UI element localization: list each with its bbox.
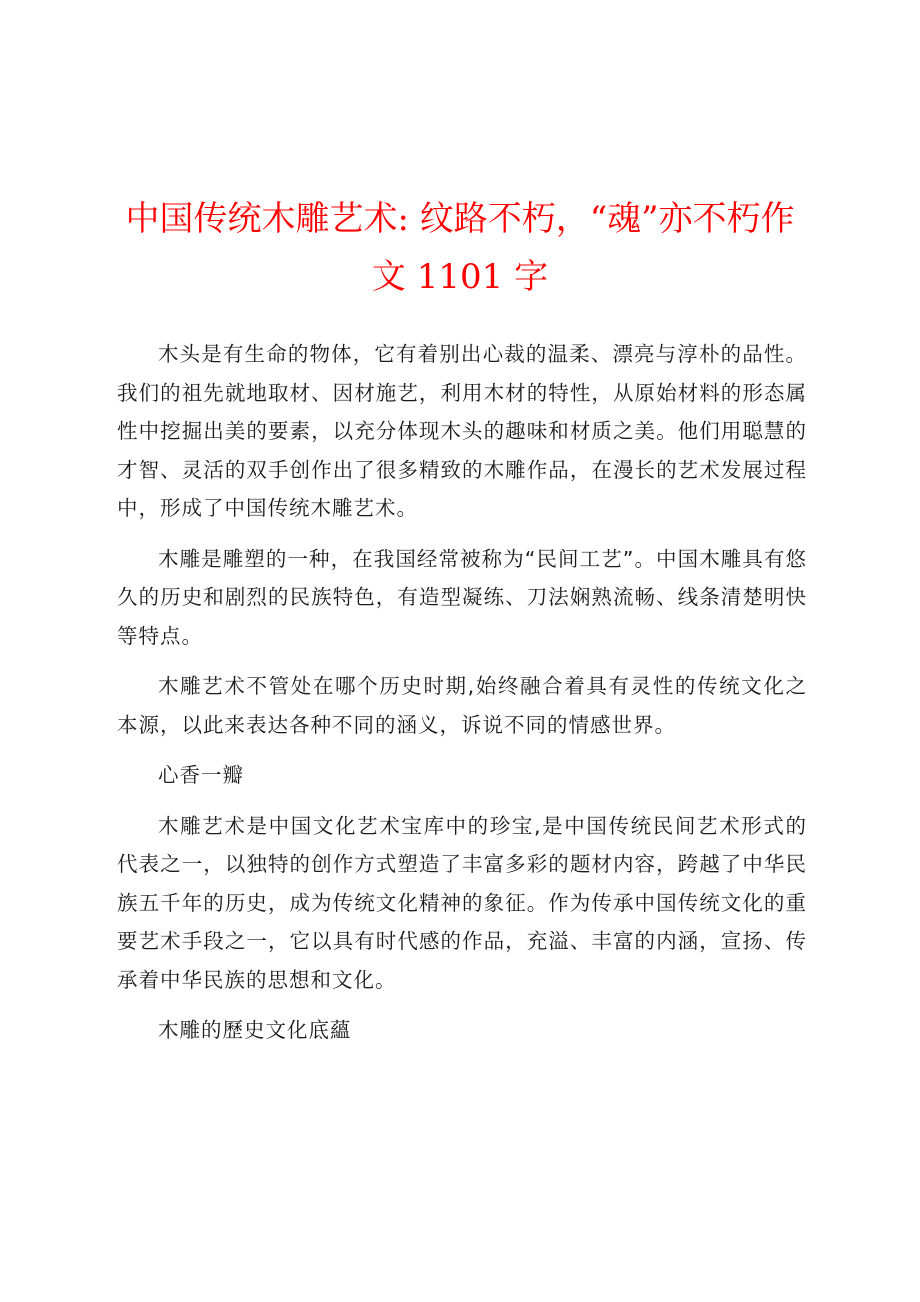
document-body bbox=[117, 335, 807, 1062]
title-line-2: 文 1101 字 bbox=[371, 257, 549, 297]
subheading-historical-background: 木雕的歷史文化底蘊 bbox=[158, 1018, 352, 1042]
paragraph-wood-nature: 木头是有生命的物体，它有着别出心裁的温柔、漂亮与淳朴的品性。我们的祖先就地取材、因材施艺，利用木材的特性，从原始材料的形态属性中挖掘出美的要素，以充分体现木头的趣味和材质之美。他们用聪慧的才智、灵活的双手创作出了很多精致的木雕作品，在漫长的艺术发展过程中，形成了中国传统木雕艺术。 bbox=[117, 342, 807, 520]
paragraph-cultural-treasure: 木雕艺术是中国文化艺术宝库中的珍宝,是中国传统民间艺术形式的代表之一，以独特的创作方式塑造了丰富多彩的题材内容，跨越了中华民族五千年的历史，成为传统文化精神的象征。作为传承中国传统文化的重要艺术手段之一，它以具有时代感的作品，充溢、丰富的内涵，宣扬、传承着中华民族的思想和文化。 bbox=[117, 813, 807, 992]
paragraph-cultural-essence: 木雕艺术不管处在哪个历史时期,始终融合着具有灵性的传统文化之本源，以此来表达各种不同的涵义，诉说不同的情感世界。 bbox=[117, 674, 807, 737]
document-title bbox=[110, 190, 810, 306]
title-line-1: 中国传统木雕艺术: 纹路不朽，“魂”亦不朽作 bbox=[125, 199, 795, 239]
subheading-xinxiang-yiban: 心香一瓣 bbox=[158, 763, 244, 787]
paragraph-woodcarving-definition: 木雕是雕塑的一种，在我国经常被称为“民间工艺”。中国木雕具有悠久的历史和剧烈的民族特色，有造型凝练、刀法娴熟流畅、线条清楚明快等特点。 bbox=[117, 546, 807, 648]
